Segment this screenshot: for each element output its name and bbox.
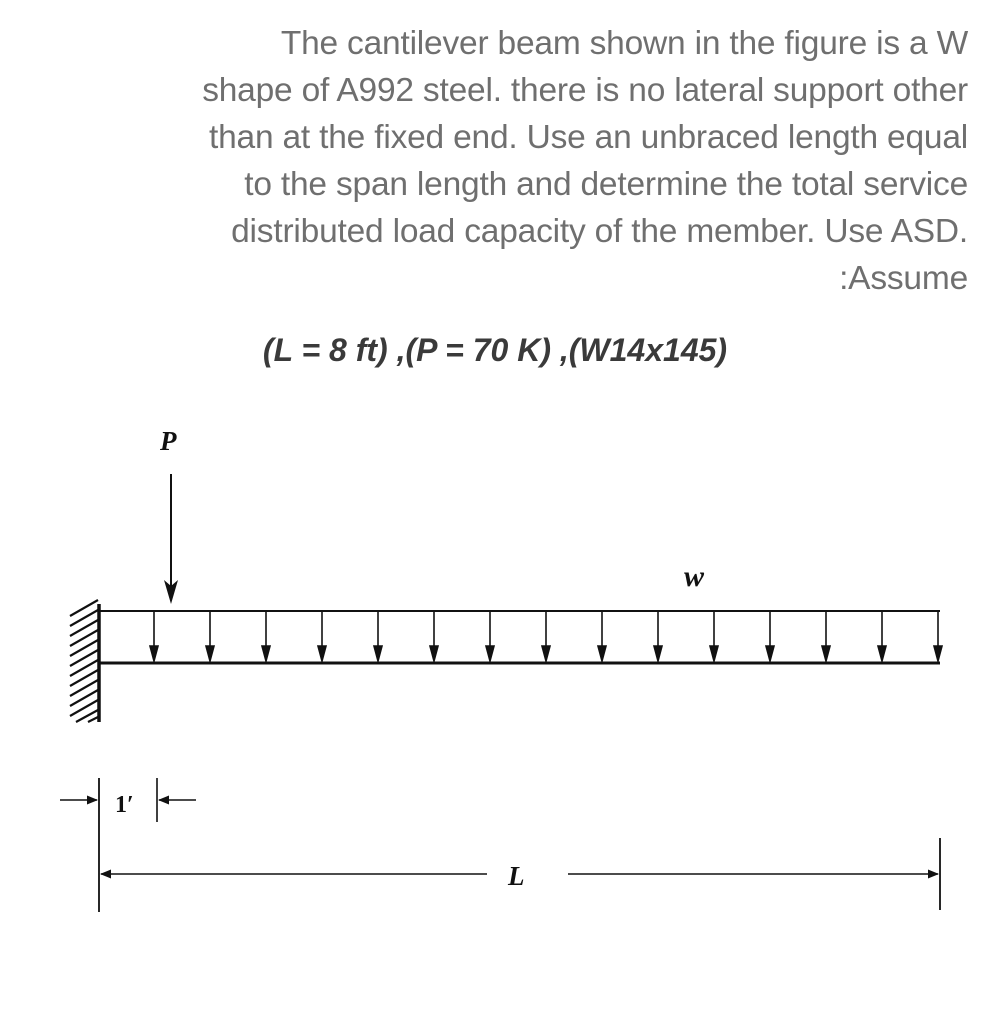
distributed-load-arrow xyxy=(822,612,830,661)
distributed-load-arrow xyxy=(374,612,382,661)
point-load-arrow xyxy=(164,474,178,604)
distributed-load-arrow xyxy=(542,612,550,661)
distributed-load-arrow xyxy=(430,612,438,661)
fixed-support xyxy=(70,600,99,722)
distributed-load-arrow xyxy=(710,612,718,661)
distributed-load-arrow xyxy=(598,612,606,661)
distributed-load-arrow xyxy=(262,612,270,661)
given-values: (L = 8 ft) ,(P = 70 K) ,(W14x145) xyxy=(262,332,728,368)
distributed-load-arrow xyxy=(934,612,942,661)
distributed-load-label: w xyxy=(684,560,705,593)
problem-line-3: than at the fixed end. Use an unbraced length equal xyxy=(208,119,968,156)
problem-line-5: distributed load capacity of the member. Use ASD. xyxy=(231,213,968,250)
distributed-load-arrow xyxy=(878,612,886,661)
distributed-load-arrow xyxy=(206,612,214,661)
problem-line-6: :Assume xyxy=(839,260,968,297)
distributed-load-arrow xyxy=(654,612,662,661)
distributed-load xyxy=(99,611,942,661)
offset-label: 1′ xyxy=(115,792,134,818)
distributed-load-arrow xyxy=(318,612,326,661)
distributed-load-arrow xyxy=(150,612,158,661)
problem-line-1: The cantilever beam shown in the figure is a W xyxy=(280,25,968,62)
point-load-label: P xyxy=(160,426,177,456)
problem-line-4: to the span length and determine the total service xyxy=(244,166,968,203)
span-label: L xyxy=(508,861,525,891)
distributed-load-arrow xyxy=(766,612,774,661)
distributed-load-arrow xyxy=(486,612,494,661)
problem-line-2: shape of A992 steel. there is no lateral support other xyxy=(202,72,968,109)
